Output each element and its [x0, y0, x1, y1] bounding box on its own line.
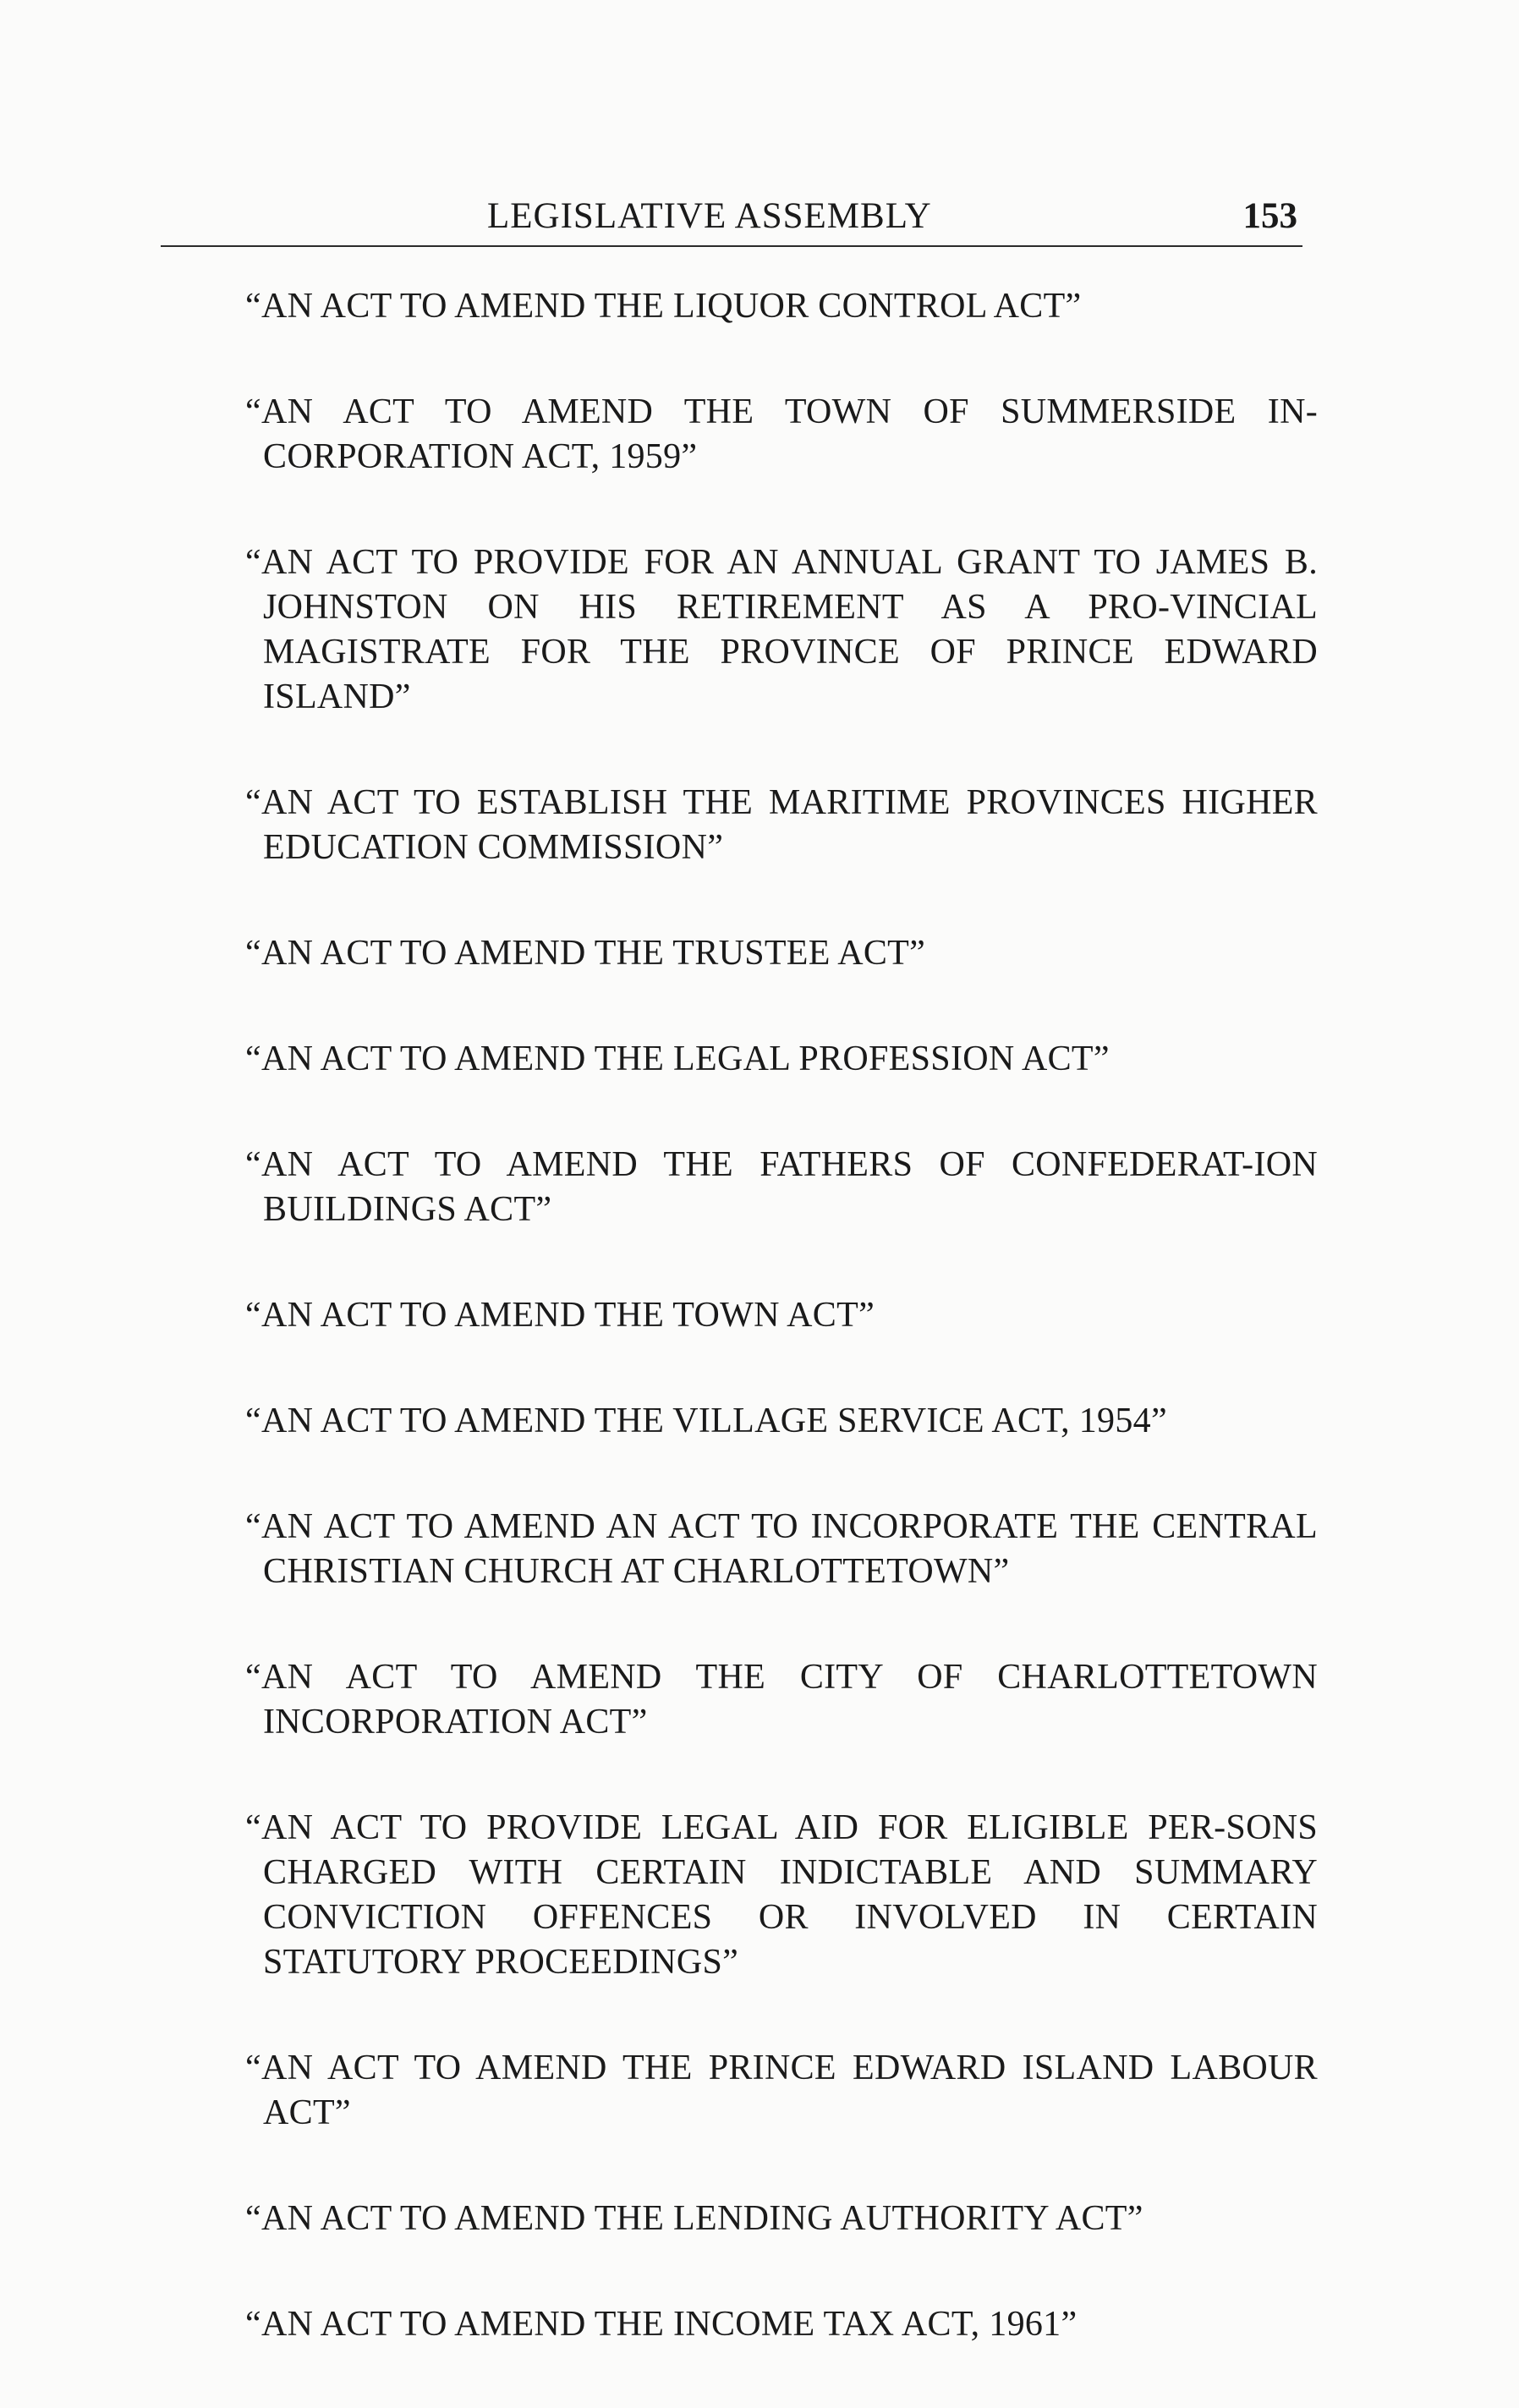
act-title: “AN ACT TO AMEND THE LENDING AUTHORITY ACT”	[245, 2199, 1143, 2238]
act-title: “AN ACT TO AMEND THE PRINCE EDWARD ISLAND LABOUR ACT”	[245, 2049, 1318, 2132]
act-title: “AN ACT TO AMEND THE TOWN ACT”	[245, 1296, 875, 1335]
act-title: “AN ACT TO AMEND THE LEGAL PROFESSION ACT”	[245, 1039, 1110, 1078]
act-title: “AN ACT TO AMEND THE TOWN OF SUMMERSIDE IN-CORPORATION ACT, 1959”	[245, 392, 1318, 476]
act-title: “AN ACT TO AMEND AN ACT TO INCORPORATE THE CENTRAL CHRISTIAN CHURCH AT CHARLOTTETOWN”	[245, 1507, 1318, 1591]
header-rule	[161, 245, 1302, 247]
act-title: “AN ACT TO AMEND THE VILLAGE SERVICE ACT, 1954”	[245, 1401, 1167, 1440]
act-list	[245, 284, 1318, 2408]
page-number: 153	[1242, 196, 1297, 236]
act-title: “AN ACT TO AMEND THE TRUSTEE ACT”	[245, 934, 926, 973]
act-title: “AN ACT TO AMEND THE CITY OF CHARLOTTETOWN INCORPORATION ACT”	[245, 1658, 1318, 1742]
act-title: “AN ACT TO PROVIDE FOR AN ANNUAL GRANT TO JAMES B. JOHNSTON ON HIS RETIREMENT AS A PRO-VINCIAL MAGISTRATE FOR THE PROVINCE OF PRINCE EDWARD ISLAND”	[245, 543, 1318, 716]
act-title: “AN ACT TO ESTABLISH THE MARITIME PROVINCES HIGHER EDUCATION COMMISSION”	[245, 783, 1318, 867]
running-title: LEGISLATIVE ASSEMBLY	[487, 196, 932, 236]
running-header	[161, 191, 1302, 242]
act-title: “AN ACT TO PROVIDE LEGAL AID FOR ELIGIBLE PER-SONS CHARGED WITH CERTAIN INDICTABLE AND SUMMARY CONVICTION OFFENCES OR INVOLVED IN CERTAIN STATUTORY PROCEEDINGS”	[245, 1808, 1318, 1982]
act-title: “AN ACT TO AMEND THE INCOME TAX ACT, 1961”	[245, 2305, 1078, 2344]
act-title: “AN ACT TO AMEND THE FATHERS OF CONFEDERAT-ION BUILDINGS ACT”	[245, 1145, 1318, 1229]
act-title: “AN ACT TO AMEND THE LIQUOR CONTROL ACT”	[245, 287, 1082, 326]
